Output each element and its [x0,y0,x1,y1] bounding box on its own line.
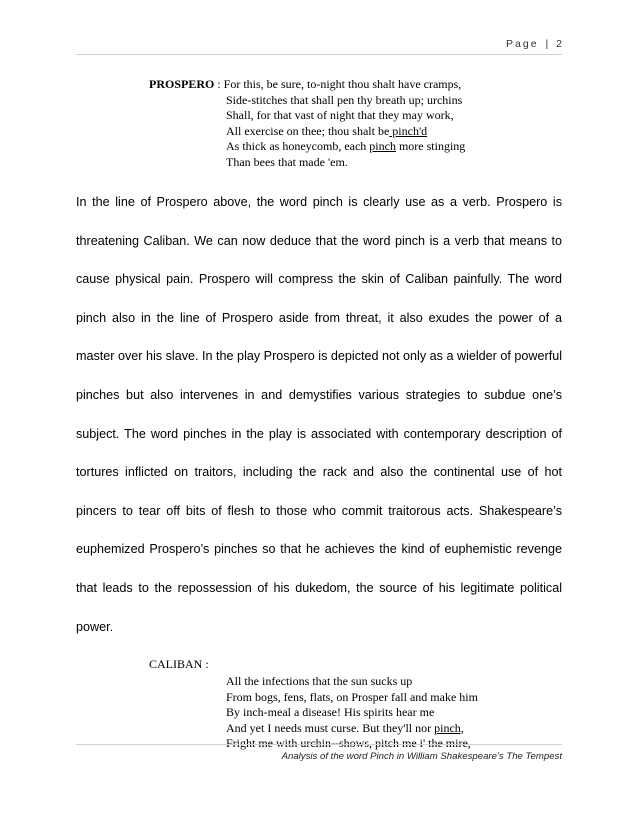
verse-line: All the infections that the sun sucks up [226,674,413,688]
verse-text: And yet I needs must curse. But they'll nor [226,720,435,735]
verse-line [226,139,465,155]
verse-line [226,124,465,140]
page-label: Page [506,38,539,50]
page-separator: | [545,38,549,50]
underlined-word: pinch'd [389,123,428,138]
verse-line: : For this, be sure, to-night thou shalt have cramps, [214,77,462,91]
prospero-first-line [149,77,461,93]
page-footer: Analysis of the word Pinch in William Shakespeare’s The Tempest [281,751,562,762]
verse-line: Side-stitches that shall pen thy breath up; urchins [226,92,463,107]
speaker-prospero: PROSPERO [149,77,215,91]
verse-line [226,721,478,737]
speaker-caliban: CALIBAN : [149,657,209,671]
verse-line: By inch-meal a disease! His spirits hear me [226,705,435,719]
verse-text: All exercise on thee; thou shalt be [226,123,390,138]
page-number: 2 [556,38,562,50]
verse-line: Shall, for that vast of night that they may work, [226,108,454,122]
underlined-word: pinch [369,139,396,153]
prospero-verse-lines [226,93,465,171]
body-paragraph: In the line of Prospero above, the word pinch is clearly use as a verb. Prospero is threatening Caliban. We can now deduce that the word pinch is a verb that means to cause physical pain. Prospero will compress the skin of Caliban painfully. The word pinch also in the line of Prospero aside from threat, it also exudes the power of a master over his slave. In the play Prospero is depicted not only as a wielder of powerful pinches but also intervenes in and demystifies various strategies to subdue one’s subject. The word pinches in the play is associated with contemporary description of tortures inflicted on traitors, including the rack and also the continental use of hot pincers to tear off bits of flesh to those who commit traitorous acts. Shakespeare’s euphemized Prospero’s pinches so that he achieves the kind of euphemistic revenge that leads to the repossession of his dukedom, the source of his legitimate political power. [76,195,562,634]
caliban-verse-lines [226,674,478,752]
prospero-quote [149,77,569,177]
footer-rule [76,744,562,745]
underlined-word: pinch, [434,720,464,735]
verse-line: From bogs, fens, flats, on Prosper fall and make him [226,689,478,704]
analysis-body [76,183,562,646]
verse-line: Fright me with urchin--shows, pitch me i' the mire, [226,736,471,750]
page-header [506,38,562,50]
header-rule [76,54,562,55]
verse-text: more stinging [395,139,466,153]
caliban-quote [149,657,569,750]
verse-text: As thick as honeycomb, each [226,139,370,153]
verse-line: Than bees that made 'em. [226,154,348,169]
